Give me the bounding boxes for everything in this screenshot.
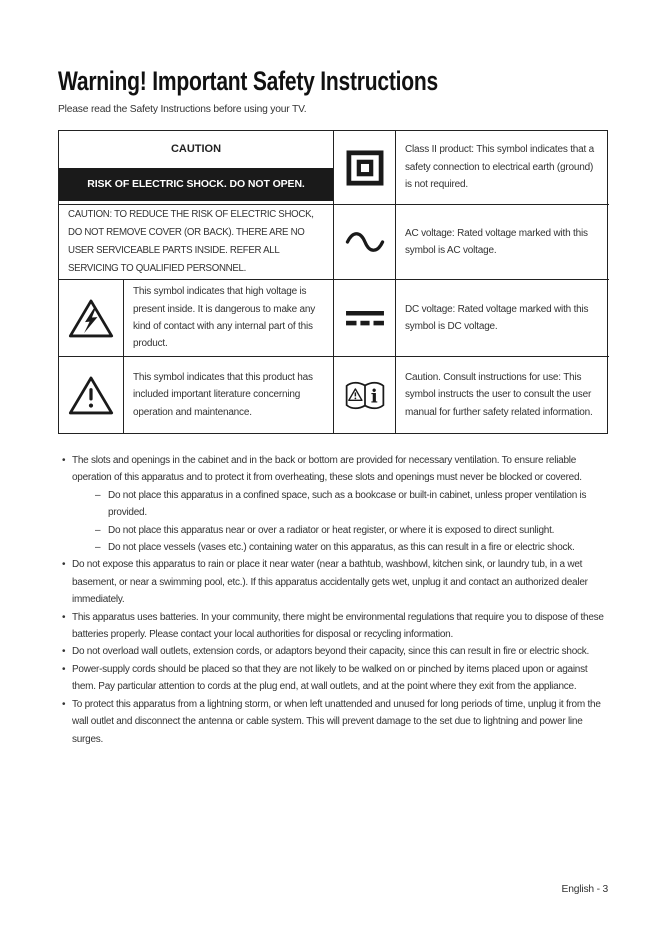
ac-symbol-cell [334,205,396,280]
page-subtitle: Please read the Safety Instructions before using your TV. [58,104,307,115]
dc-voltage-lines-icon [344,310,386,327]
sub-list-item: – Do not place vessels (vases etc.) containing water on this apparatus, as this can result in a fire or electric shock. [95,539,610,556]
lightning-triangle-icon [68,297,114,339]
sub-list-item: – Do not place this apparatus in a confined space, such as a bookcase or built-in cabinet, unless proper ventilation is provided. [95,487,610,522]
safety-instructions-list [58,452,610,748]
high-voltage-description: This symbol indicates that high voltage is present inside. It is dangerous to make any kind of contact with any internal part of this product. [124,280,334,357]
caution-header-cell [59,131,334,205]
class-ii-description: Class II product: This symbol indicates that a safety connection to electrical earth (ground) is not required. [396,131,609,205]
class-ii-double-square-icon [346,150,384,186]
svg-text:i: i [370,386,378,407]
important-literature-symbol-cell [59,357,124,433]
caution-header: CAUTION [170,142,222,155]
page-title: Warning! Important Safety Instructions [58,66,438,97]
dc-symbol-cell [334,280,396,357]
risk-of-shock-banner: RISK OF ELECTRIC SHOCK. DO NOT OPEN. [59,168,333,201]
ac-description: AC voltage: Rated voltage marked with this symbol is AC voltage. [396,205,609,280]
list-item: • Do not expose this apparatus to rain or place it near water (near a bathtub, washbowl, kitchen sink, or laundry tub, in a wet basement, or near a swimming pool, etc.). If this apparatus accidentally gets wet, unplug it and contact an authorized dealer immediately. [58,556,610,608]
list-item: • To protect this apparatus from a lightning storm, or when left unattended and unused for long periods of time, unplug it from the wall outlet and disconnect the antenna or cable system. This will prevent damage to the set due to lightning and power line surges. [58,696,610,748]
class-ii-symbol-cell [334,131,396,205]
dc-description: DC voltage: Rated voltage marked with this symbol is DC voltage. [396,280,609,357]
consult-description: Caution. Consult instructions for use: This symbol instructs the user to consult the user manual for further safety related information. [405,371,593,418]
page-number: English - 3 [561,884,608,895]
important-literature-description: This symbol indicates that this product has included important literature concerning operation and maintenance. [124,357,334,433]
exclamation-triangle-icon [68,374,114,416]
ac-voltage-wave-icon [344,229,386,255]
consult-instructions-book-icon [344,377,386,414]
high-voltage-symbol-cell [59,280,124,357]
list-item: • This apparatus uses batteries. In your community, there might be environmental regulations that require you to dispose of these batteries properly. Please contact your local authorities for disposal or recycling information. [58,609,610,644]
caution-reduce-risk-cell: CAUTION: TO REDUCE THE RISK OF ELECTRIC SHOCK, DO NOT REMOVE COVER (OR BACK). THERE ARE NO USER SERVICEABLE PARTS INSIDE. REFER ALL SERVICING TO QUALIFIED PERSONNEL. [59,205,334,280]
sub-list-item: – Do not place this apparatus near or over a radiator or heat register, or where it is exposed to direct sunlight. [95,522,610,539]
list-item: • The slots and openings in the cabinet and in the back or bottom are provided for necessary ventilation. To ensure reliable operation of this apparatus and to protect it from overheating, these slots and openings must never be blocked or covered. – Do not place this apparatus in a confined space, such as a bookcase or built-in cabinet, unless proper ventilation is provided. – Do not place this apparatus near or over a radiator or heat register, or where it is exposed to direct sunlight. – Do not place vessels (vases etc.) containing water on this apparatus, as this can result in a fire or electric shock. [58,452,610,556]
list-item: • Do not overload wall outlets, extension cords, or adaptors beyond their capacity, since this can result in fire or electric shock. [58,643,610,660]
list-item: • Power-supply cords should be placed so that they are not likely to be walked on or pinched by items placed upon or against them. Pay particular attention to cords at the plug end, at wall outlets, and at the point where they exit from the appliance. [58,661,610,696]
consult-symbol-cell [334,357,396,433]
safety-symbols-table [58,130,608,434]
